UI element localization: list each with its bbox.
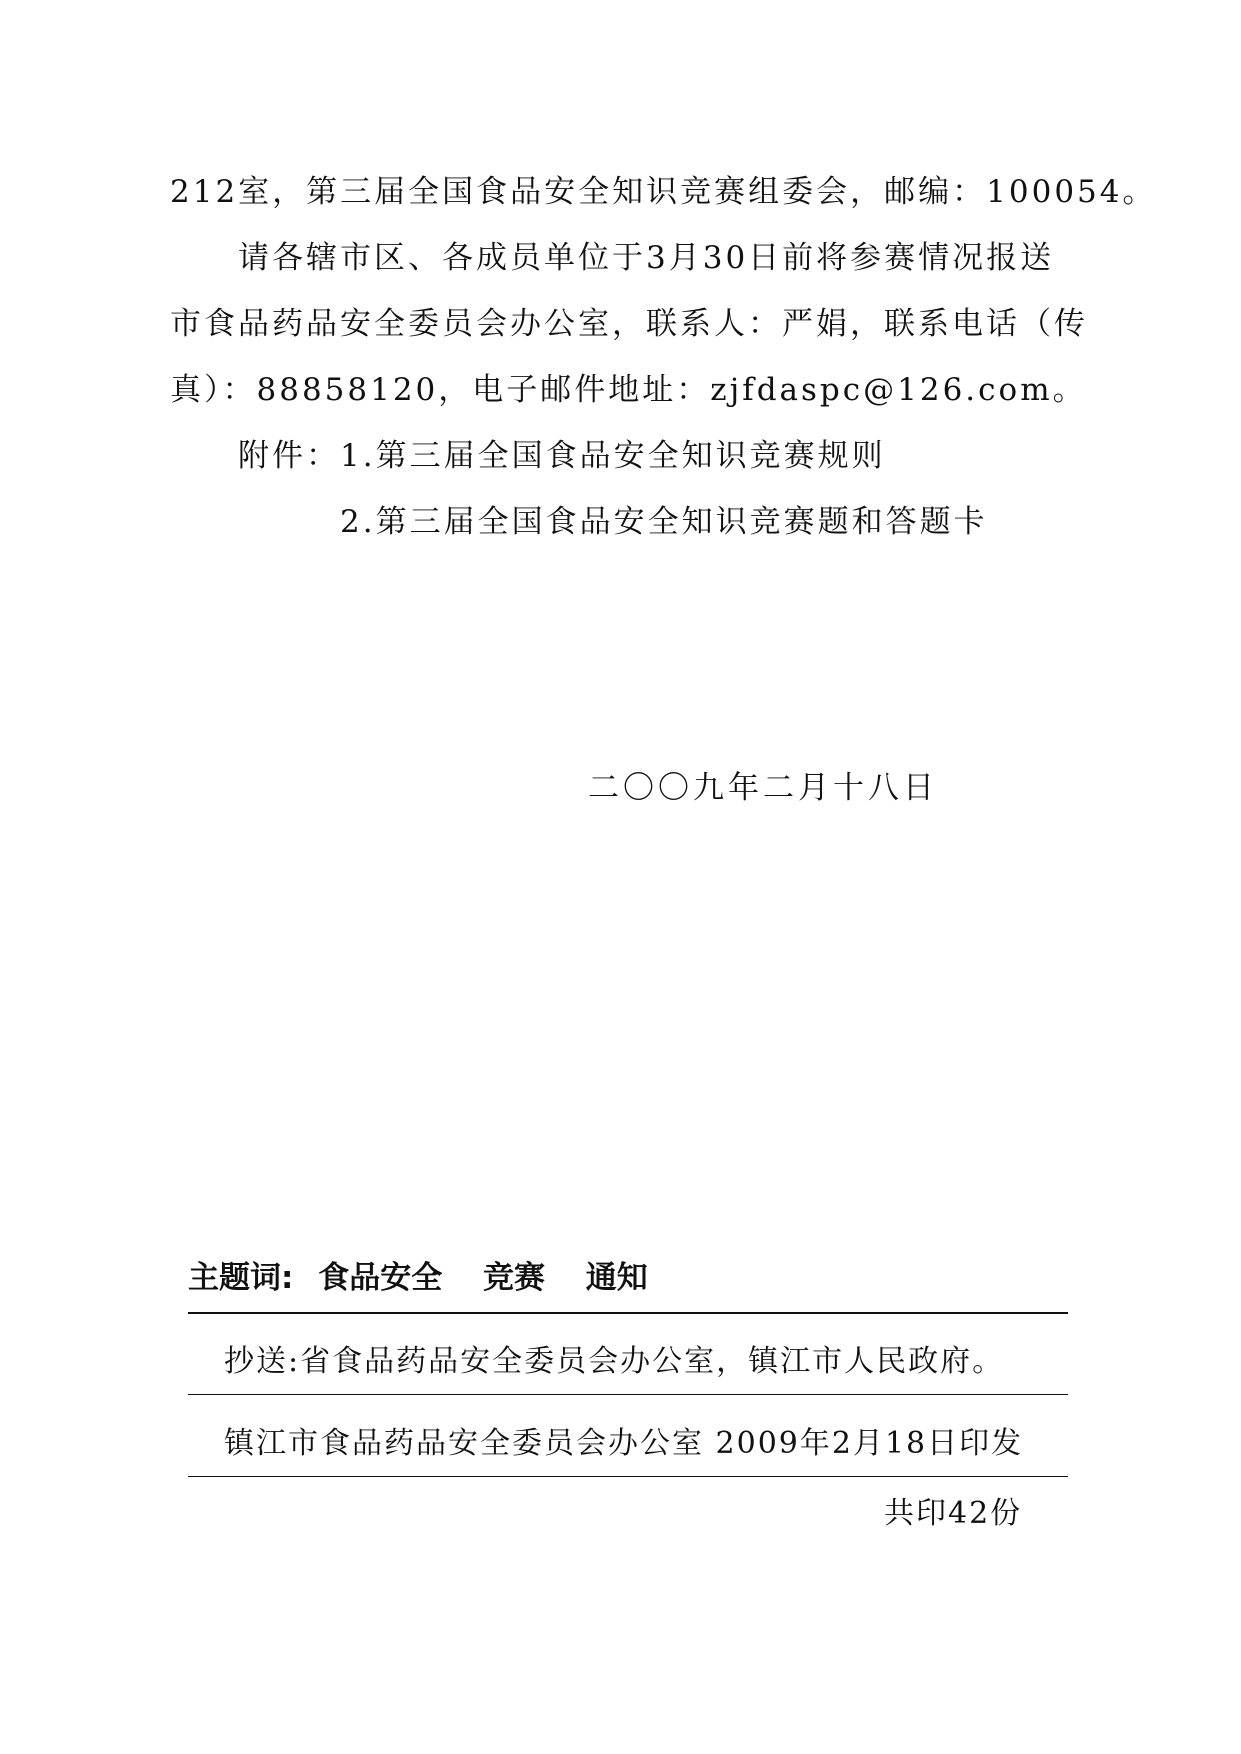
subject-keywords <box>188 1258 678 1298</box>
document-date: 二〇〇九年二月十八日 <box>588 770 938 806</box>
cc-line: 抄送:省食品药品安全委员会办公室，镇江市人民政府。 <box>224 1344 1005 1379</box>
keywords-label: 主题词: <box>188 1260 294 1296</box>
body-line-3: 市食品药品安全委员会办公室，联系人：严娟，联系电话（传 <box>170 306 1088 342</box>
attachment-line-1: 附件：1.第三届全国食品安全知识竞赛规则 <box>238 438 886 474</box>
divider-thick <box>188 1312 1068 1314</box>
body-line-1: 212室，第三届全国食品安全知识竞赛组委会，邮编：100054。 <box>170 174 1157 210</box>
body-line-2: 请各辖市区、各成员单位于3月30日前将参赛情况报送 <box>238 240 1055 276</box>
divider <box>188 1394 1068 1395</box>
body-line-4: 真）：88858120，电子邮件地址：zjfdaspc@126.com。 <box>170 372 1087 408</box>
copies-count: 共印42份 <box>884 1496 1023 1531</box>
keyword-item: 竞赛 <box>483 1260 545 1296</box>
keyword-item: 通知 <box>585 1260 648 1296</box>
keyword-item: 食品安全 <box>318 1260 443 1296</box>
issued-line: 镇江市食品药品安全委员会办公室 2009年2月18日印发 <box>224 1426 1024 1461</box>
divider <box>188 1476 1068 1477</box>
attachment-line-2: 2.第三届全国食品安全知识竞赛题和答题卡 <box>340 504 988 540</box>
